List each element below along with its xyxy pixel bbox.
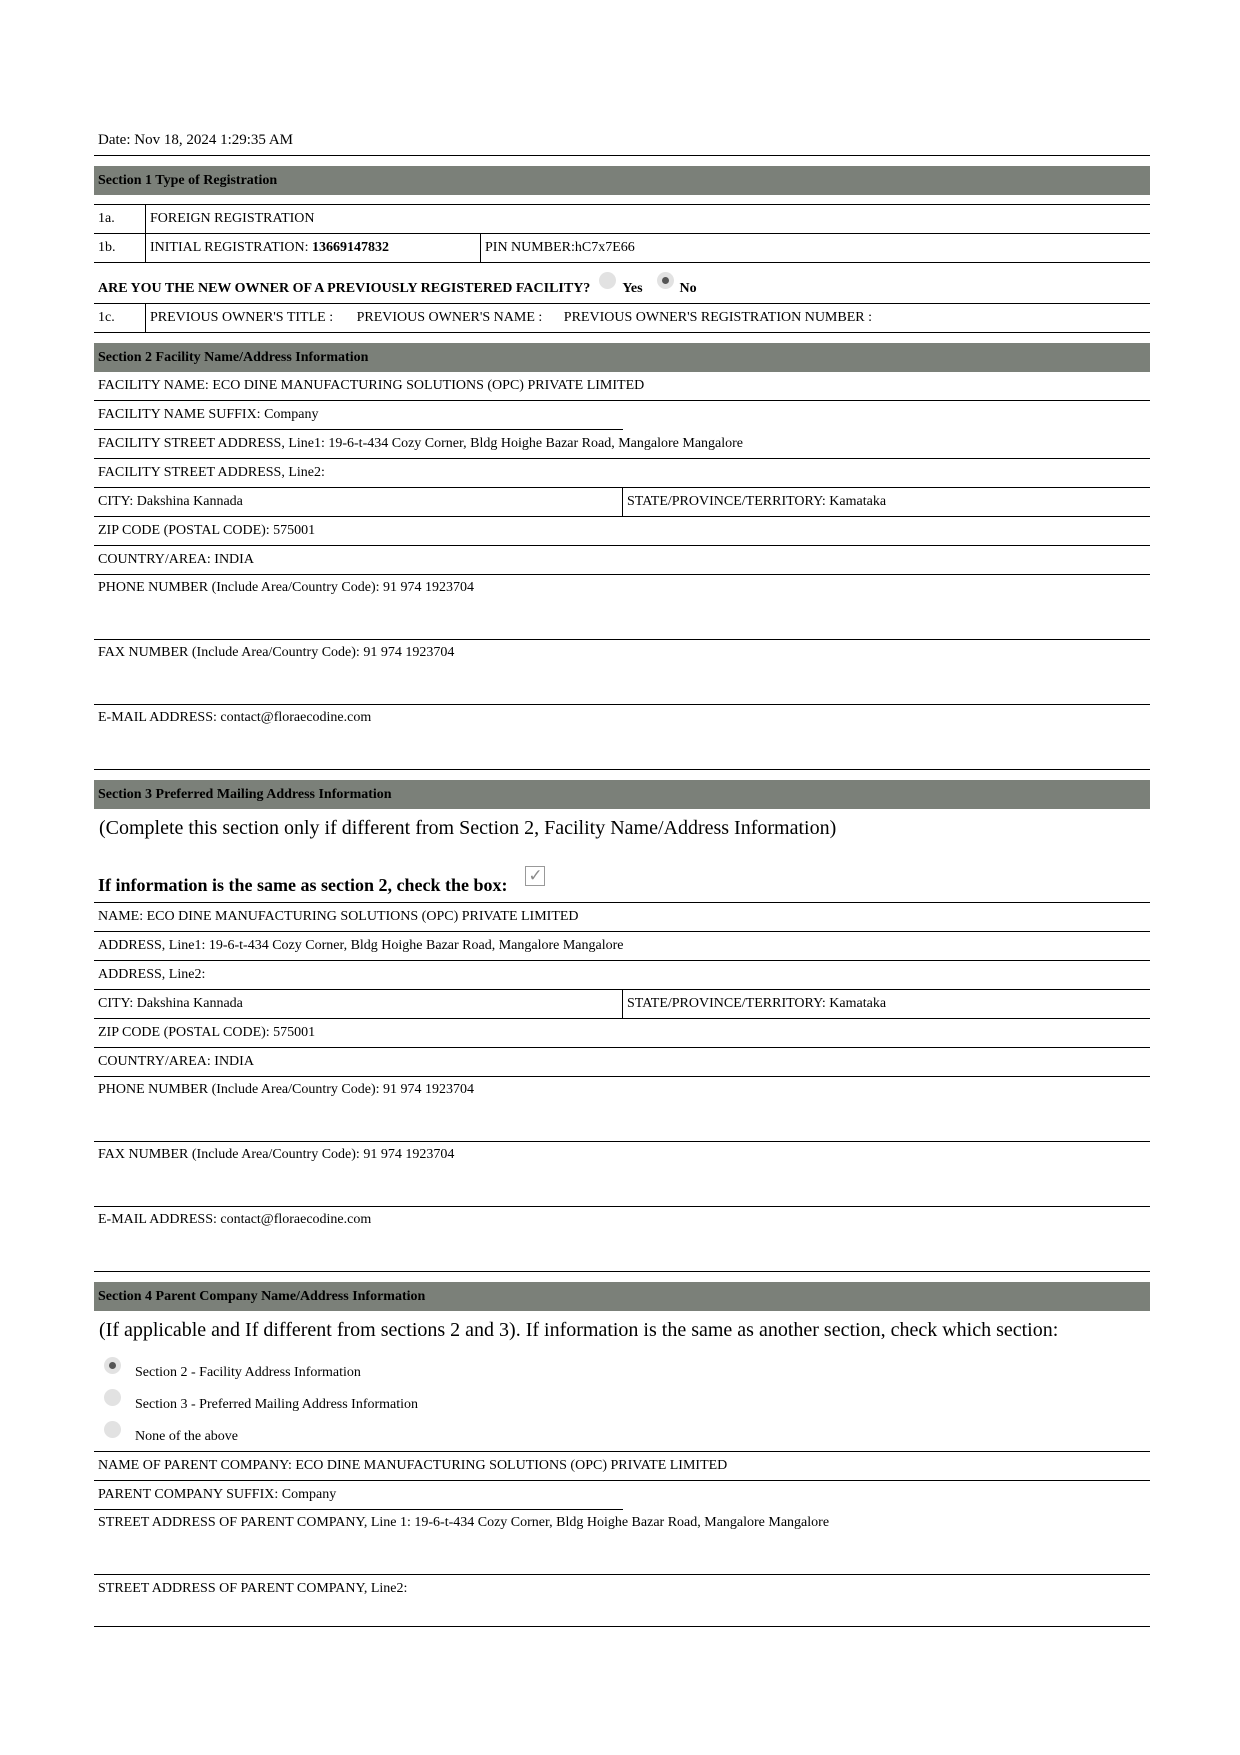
- section-4-note: (If applicable and If different from sections 2 and 3). If information is the same as another section, check which section:: [99, 1319, 1059, 1341]
- option-none-radio[interactable]: [104, 1421, 121, 1438]
- facility-name-suffix: FACILITY NAME SUFFIX: Company: [98, 407, 319, 422]
- parent-street-line1: STREET ADDRESS OF PARENT COMPANY, Line 1: 19-6-t-434 Cozy Corner, Bldg Hoighe Bazar Road, Mangalore Mangalore: [98, 1515, 830, 1530]
- new-owner-question-text: ARE YOU THE NEW OWNER OF A PREVIOUSLY REGISTERED FACILITY?: [98, 281, 591, 296]
- facility-city-row: [94, 488, 1150, 517]
- facility-fax: FAX NUMBER (Include Area/Country Code): 91 974 1923704: [98, 645, 455, 660]
- registration-form: [94, 128, 1150, 1627]
- row-1a: [94, 204, 1150, 234]
- mailing-city-row: [94, 990, 1150, 1019]
- section-2-header: Section 2 Facility Name/Address Information: [94, 343, 1150, 372]
- facility-street-line2: FACILITY STREET ADDRESS, Line2:: [98, 465, 325, 480]
- mailing-country-row: [94, 1048, 1150, 1077]
- facility-street-line1: FACILITY STREET ADDRESS, Line1: 19-6-t-434 Cozy Corner, Bldg Hoighe Bazar Road, Mangalore Mangalore: [98, 436, 744, 451]
- facility-city: CITY: Dakshina Kannada: [94, 488, 623, 516]
- no-radio[interactable]: [657, 272, 674, 289]
- initial-registration-value: 13669147832: [312, 240, 390, 255]
- mailing-email: E-MAIL ADDRESS: contact@floraecodine.com: [98, 1212, 372, 1227]
- row-1a-number: 1a.: [94, 205, 146, 233]
- parent-company-name: NAME OF PARENT COMPANY: ECO DINE MANUFACTURING SOLUTIONS (OPC) PRIVATE LIMITED: [98, 1458, 728, 1473]
- mailing-fax: FAX NUMBER (Include Area/Country Code): 91 974 1923704: [98, 1147, 455, 1162]
- parent-street2-row: [94, 1575, 1150, 1627]
- facility-suffix-row: [94, 401, 1150, 429]
- no-label: No: [679, 281, 697, 296]
- facility-country: COUNTRY/AREA: INDIA: [98, 552, 254, 567]
- option-none-label: None of the above: [135, 1429, 239, 1444]
- report-date: Date: Nov 18, 2024 1:29:35 AM: [94, 128, 1150, 156]
- facility-phone-row: [94, 575, 1150, 640]
- mailing-phone: PHONE NUMBER (Include Area/Country Code): 91 974 1923704: [98, 1082, 475, 1097]
- mailing-email-row: [94, 1207, 1150, 1272]
- facility-fax-row: [94, 640, 1150, 705]
- facility-name: FACILITY NAME: ECO DINE MANUFACTURING SOLUTIONS (OPC) PRIVATE LIMITED: [98, 378, 645, 393]
- registration-type: FOREIGN REGISTRATION: [150, 211, 315, 226]
- facility-zip: ZIP CODE (POSTAL CODE): 575001: [98, 523, 316, 538]
- option-section2-label: Section 2 - Facility Address Information: [135, 1365, 361, 1380]
- mailing-address2-row: [94, 961, 1150, 990]
- parent-street-line2: STREET ADDRESS OF PARENT COMPANY, Line2:: [98, 1581, 408, 1596]
- facility-email: E-MAIL ADDRESS: contact@floraecodine.com: [98, 710, 372, 725]
- mailing-name: NAME: ECO DINE MANUFACTURING SOLUTIONS (OPC) PRIVATE LIMITED: [98, 909, 579, 924]
- pin-number-label: PIN NUMBER:: [485, 240, 575, 255]
- mailing-zip: ZIP CODE (POSTAL CODE): 575001: [98, 1025, 316, 1040]
- mailing-phone-row: [94, 1077, 1150, 1142]
- mailing-zip-row: [94, 1019, 1150, 1048]
- pin-number: [481, 234, 635, 262]
- facility-zip-row: [94, 517, 1150, 546]
- same-as-section2-label: If information is the same as section 2, check the box:: [98, 875, 508, 895]
- section-1-header: Section 1 Type of Registration: [94, 166, 1150, 195]
- parent-street1-row: [94, 1510, 1150, 1575]
- facility-name-row: [94, 372, 1150, 401]
- option-section3-radio[interactable]: [104, 1389, 121, 1406]
- pin-number-value: hC7x7E66: [574, 240, 635, 255]
- parent-company-suffix: PARENT COMPANY SUFFIX: Company: [98, 1487, 337, 1502]
- previous-owner-title: PREVIOUS OWNER'S TITLE :: [150, 310, 334, 325]
- facility-country-row: [94, 546, 1150, 575]
- row-1b: [94, 234, 1150, 263]
- facility-phone: PHONE NUMBER (Include Area/Country Code): 91 974 1923704: [98, 580, 475, 595]
- row-1c: [94, 304, 1150, 333]
- new-owner-question: [94, 263, 1150, 304]
- initial-registration: [146, 234, 481, 262]
- facility-street2-row: [94, 459, 1150, 488]
- previous-owner-info: [146, 304, 872, 332]
- section-3-note: (Complete this section only if different from Section 2, Facility Name/Address Information): [99, 817, 837, 839]
- mailing-state: STATE/PROVINCE/TERRITORY: Kamataka: [627, 996, 887, 1011]
- facility-street1-row: [94, 430, 1150, 459]
- option-section3[interactable]: [94, 1387, 1150, 1419]
- mailing-name-row: [94, 903, 1150, 932]
- initial-registration-label: INITIAL REGISTRATION:: [150, 240, 313, 255]
- parent-suffix-row: [94, 1481, 1150, 1509]
- mailing-address-line1: ADDRESS, Line1: 19-6-t-434 Cozy Corner, Bldg Hoighe Bazar Road, Mangalore Mangalore: [98, 938, 624, 953]
- section-3-header: Section 3 Preferred Mailing Address Information: [94, 780, 1150, 809]
- row-1b-number: 1b.: [94, 234, 146, 262]
- option-none[interactable]: [94, 1419, 1150, 1451]
- mailing-fax-row: [94, 1142, 1150, 1207]
- previous-owner-registration: PREVIOUS OWNER'S REGISTRATION NUMBER :: [563, 310, 873, 325]
- parent-name-row: [94, 1452, 1150, 1481]
- yes-label: Yes: [622, 281, 643, 296]
- same-as-section2: [94, 849, 1150, 903]
- option-section3-label: Section 3 - Preferred Mailing Address Information: [135, 1397, 419, 1412]
- yes-radio[interactable]: [599, 272, 616, 289]
- mailing-city: CITY: Dakshina Kannada: [94, 990, 623, 1018]
- facility-state: STATE/PROVINCE/TERRITORY: Kamataka: [627, 494, 887, 509]
- option-section2[interactable]: [94, 1355, 1150, 1387]
- mailing-address1-row: [94, 932, 1150, 961]
- section-4-header: Section 4 Parent Company Name/Address Information: [94, 1282, 1150, 1311]
- option-section2-radio[interactable]: [104, 1357, 121, 1374]
- same-as-section2-checkbox[interactable]: ✓: [525, 866, 545, 886]
- parent-same-as-options: [94, 1351, 1150, 1452]
- row-1c-number: 1c.: [94, 304, 146, 332]
- mailing-country: COUNTRY/AREA: INDIA: [98, 1054, 254, 1069]
- facility-email-row: [94, 705, 1150, 770]
- previous-owner-name: PREVIOUS OWNER'S NAME :: [356, 310, 543, 325]
- mailing-address-line2: ADDRESS, Line2:: [98, 967, 206, 982]
